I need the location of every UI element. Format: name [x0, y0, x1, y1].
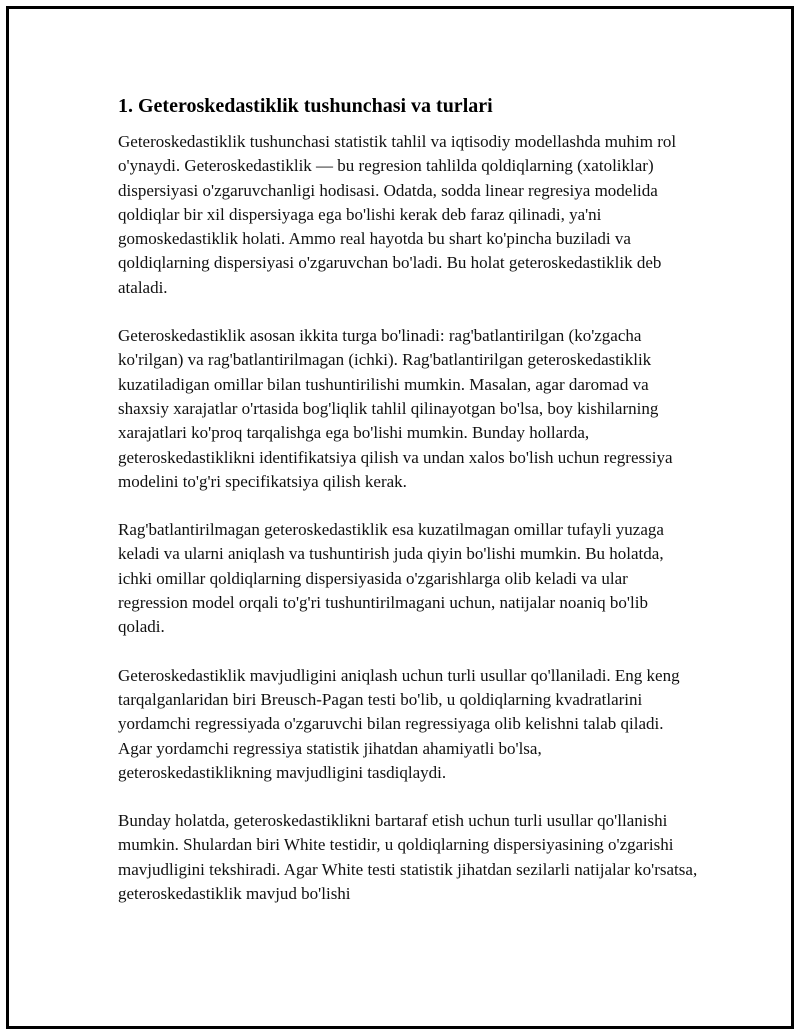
document-body	[118, 92, 698, 930]
paragraph-unstimulated: Rag'batlantirilmagan geteroskedastiklik esa kuzatilmagan omillar tufayli yuzaga keladi va ularni aniqlash va tushuntirish juda qiyin bo'lishi mumkin. Bu holatda, ichki omillar qoldiqlarning dispersiyasida o'zgarishlarga olib keladi va ular regression model orqali to'g'ri tushuntirilmagani uchun, natijalar noaniq bo'lib qoladi.	[118, 520, 664, 637]
paragraph-white-test: Bunday holatda, geteroskedastiklikni bartaraf etish uchun turli usullar qo'llanishi mumkin. Shulardan biri White testidir, u qoldiqlarning dispersiyasining o'zgarishi mavjudligini tekshiradi. Agar White testi statistik jihatdan sezilarli natijalar ko'rsatsa, geteroskedastiklik mavjud bo'lishi	[118, 811, 698, 904]
paragraph-breusch-pagan: Geteroskedastiklik mavjudligini aniqlash uchun turli usullar qo'llaniladi. Eng keng tarqalganlaridan biri Breusch-Pagan testi bo'lib, u qoldiqlarning kvadratlarini yordamchi regressiyada o'zgaruvchi bilan regressiyaga olib kelishni talab qiladi. Agar yordamchi regressiya statistik jihatdan ahamiyatli bo'lsa, geteroskedastiklikning mavjudligini tasdiqlaydi.	[118, 665, 680, 782]
section-heading: 1. Geteroskedastiklik tushunchasi va turlari	[118, 95, 493, 117]
paragraph-types: Geteroskedastiklik asosan ikkita turga bo'linadi: rag'batlantirilgan (ko'zgacha ko'rilgan) va rag'batlantirilmagan (ichki). Rag'batlantirilgan geteroskedastiklik kuzatiladigan omillar bilan tushuntirilishi mumkin. Masalan, agar daromad va shaxsiy xarajatlar o'rtasida bog'liqlik tahlil qilinayotgan bo'lsa, boy kishilarning xarajatlari ko'proq tarqalishga ega bo'lishi mumkin. Bunday hollarda, geteroskedastiklikni identifikatsiya qilish va undan xalos bo'lish uchun regressiya modelini to'g'ri specifikatsiya qilish kerak.	[118, 326, 673, 491]
paragraph-definition: Geteroskedastiklik tushunchasi statistik tahlil va iqtisodiy modellashda muhim rol o'ynaydi. Geteroskedastiklik — bu regresion tahlilda qoldiqlarning (xatoliklar) dispersiyasi o'zgaruvchanligi hodisasi. Odatda, sodda linear regresiya modelida qoldiqlar bir xil dispersiyaga ega bo'lishi kerak deb faraz qilinadi, ya'ni gomoskedastiklik holati. Ammo real hayotda bu shart ko'pincha buziladi va qoldiqlarning dispersiyasi o'zgaruvchan bo'ladi. Bu holat geteroskedastiklik deb ataladi.	[118, 132, 677, 297]
